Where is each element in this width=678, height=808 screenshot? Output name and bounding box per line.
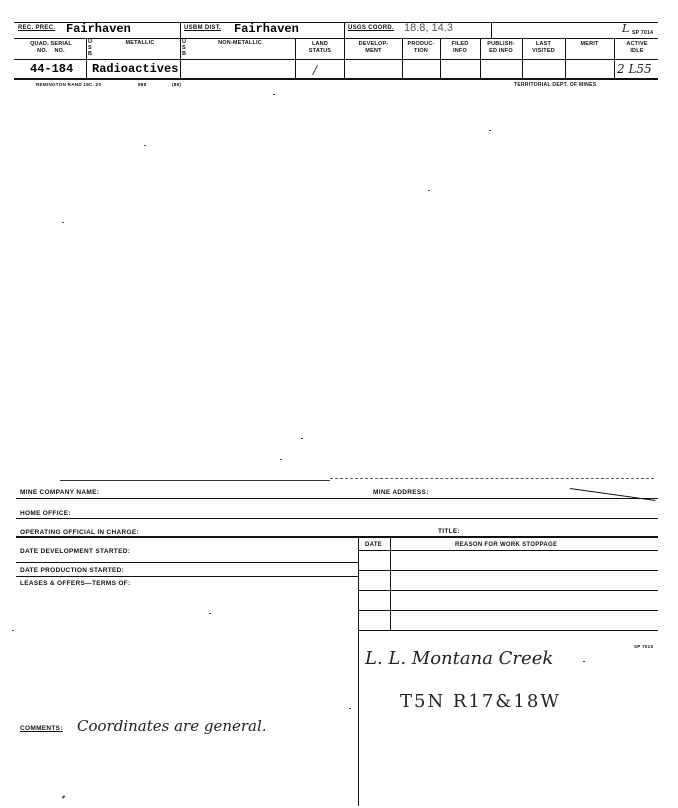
rec-prec-value: Fairhaven xyxy=(66,22,131,36)
col-land-status: LAND STATUS xyxy=(308,41,332,54)
comments-label: COMMENTS: xyxy=(20,725,63,732)
mine-company-label: MINE COMPANY NAME: xyxy=(20,489,100,496)
printer-suffix: (88) xyxy=(172,82,182,87)
comments-value: Coordinates are general. xyxy=(77,717,267,735)
note-line-1: L. L. Montana Creek xyxy=(365,648,554,669)
rec-prec-label: REC. PREC. xyxy=(18,25,56,31)
usbm-dist-value: Fairhaven xyxy=(234,22,299,36)
col-usbm-metal-code: U S B xyxy=(88,39,93,57)
col-published-info: PUBLISH- ED INFO xyxy=(487,41,515,54)
date-development-label: DATE DEVELOPMENT STARTED: xyxy=(20,548,131,555)
printer-label: REMINGTON RAND 18C. 20 xyxy=(36,82,102,87)
col-usbm-nonmetal-code: U S B xyxy=(182,39,187,57)
corner-mark: L xyxy=(622,22,630,35)
col-merit: MERIT xyxy=(580,41,599,47)
col-production: PRODUC- TION xyxy=(407,41,435,54)
agency-label: TERRITORIAL DEPT. OF MINES xyxy=(514,82,597,88)
usgs-coord-label: USGS COORD. xyxy=(348,25,394,31)
col-active-idle: ACTIVE IDLE xyxy=(626,41,648,54)
operating-official-label: OPERATING OFFICIAL IN CHARGE: xyxy=(20,529,139,536)
form-id-top: SP 7014 xyxy=(632,30,654,36)
date-production-label: DATE PRODUCTION STARTED: xyxy=(20,567,125,574)
form-id-lower: SP 7015 xyxy=(634,644,654,649)
note-line-2: T5N R17&18W xyxy=(400,691,561,712)
leases-label: LEASES & OFFERS—TERMS OF: xyxy=(20,580,131,587)
usbm-dist-label: USBM DIST. xyxy=(184,25,222,31)
record-metallic: Radioactives xyxy=(92,62,179,76)
col-metallic: METALLIC xyxy=(125,40,155,46)
col-development: DEVELOP- MENT xyxy=(358,41,389,54)
title-label: TITLE: xyxy=(438,528,461,535)
mine-address-label: MINE ADDRESS: xyxy=(373,489,429,496)
record-active-idle-mark: 2 L55 xyxy=(617,62,652,76)
col-quad-serial: QUAD. SERIAL NO. NO. xyxy=(30,41,72,54)
usgs-coord-value: 18.8, 14.3 xyxy=(404,22,453,34)
stoppage-date-header: DATE xyxy=(365,542,383,548)
printer-code: 888 xyxy=(138,82,147,87)
record-serial: 44-184 xyxy=(30,62,74,76)
record-land-status-mark: / xyxy=(313,63,318,77)
col-filed-info: FILED INFO xyxy=(451,41,469,54)
col-non-metallic: NON-METALLIC xyxy=(218,40,262,46)
stoppage-reason-header: REASON FOR WORK STOPPAGE xyxy=(455,542,558,548)
col-last-visited: LAST VISITED xyxy=(532,41,555,54)
home-office-label: HOME OFFICE: xyxy=(20,510,71,517)
